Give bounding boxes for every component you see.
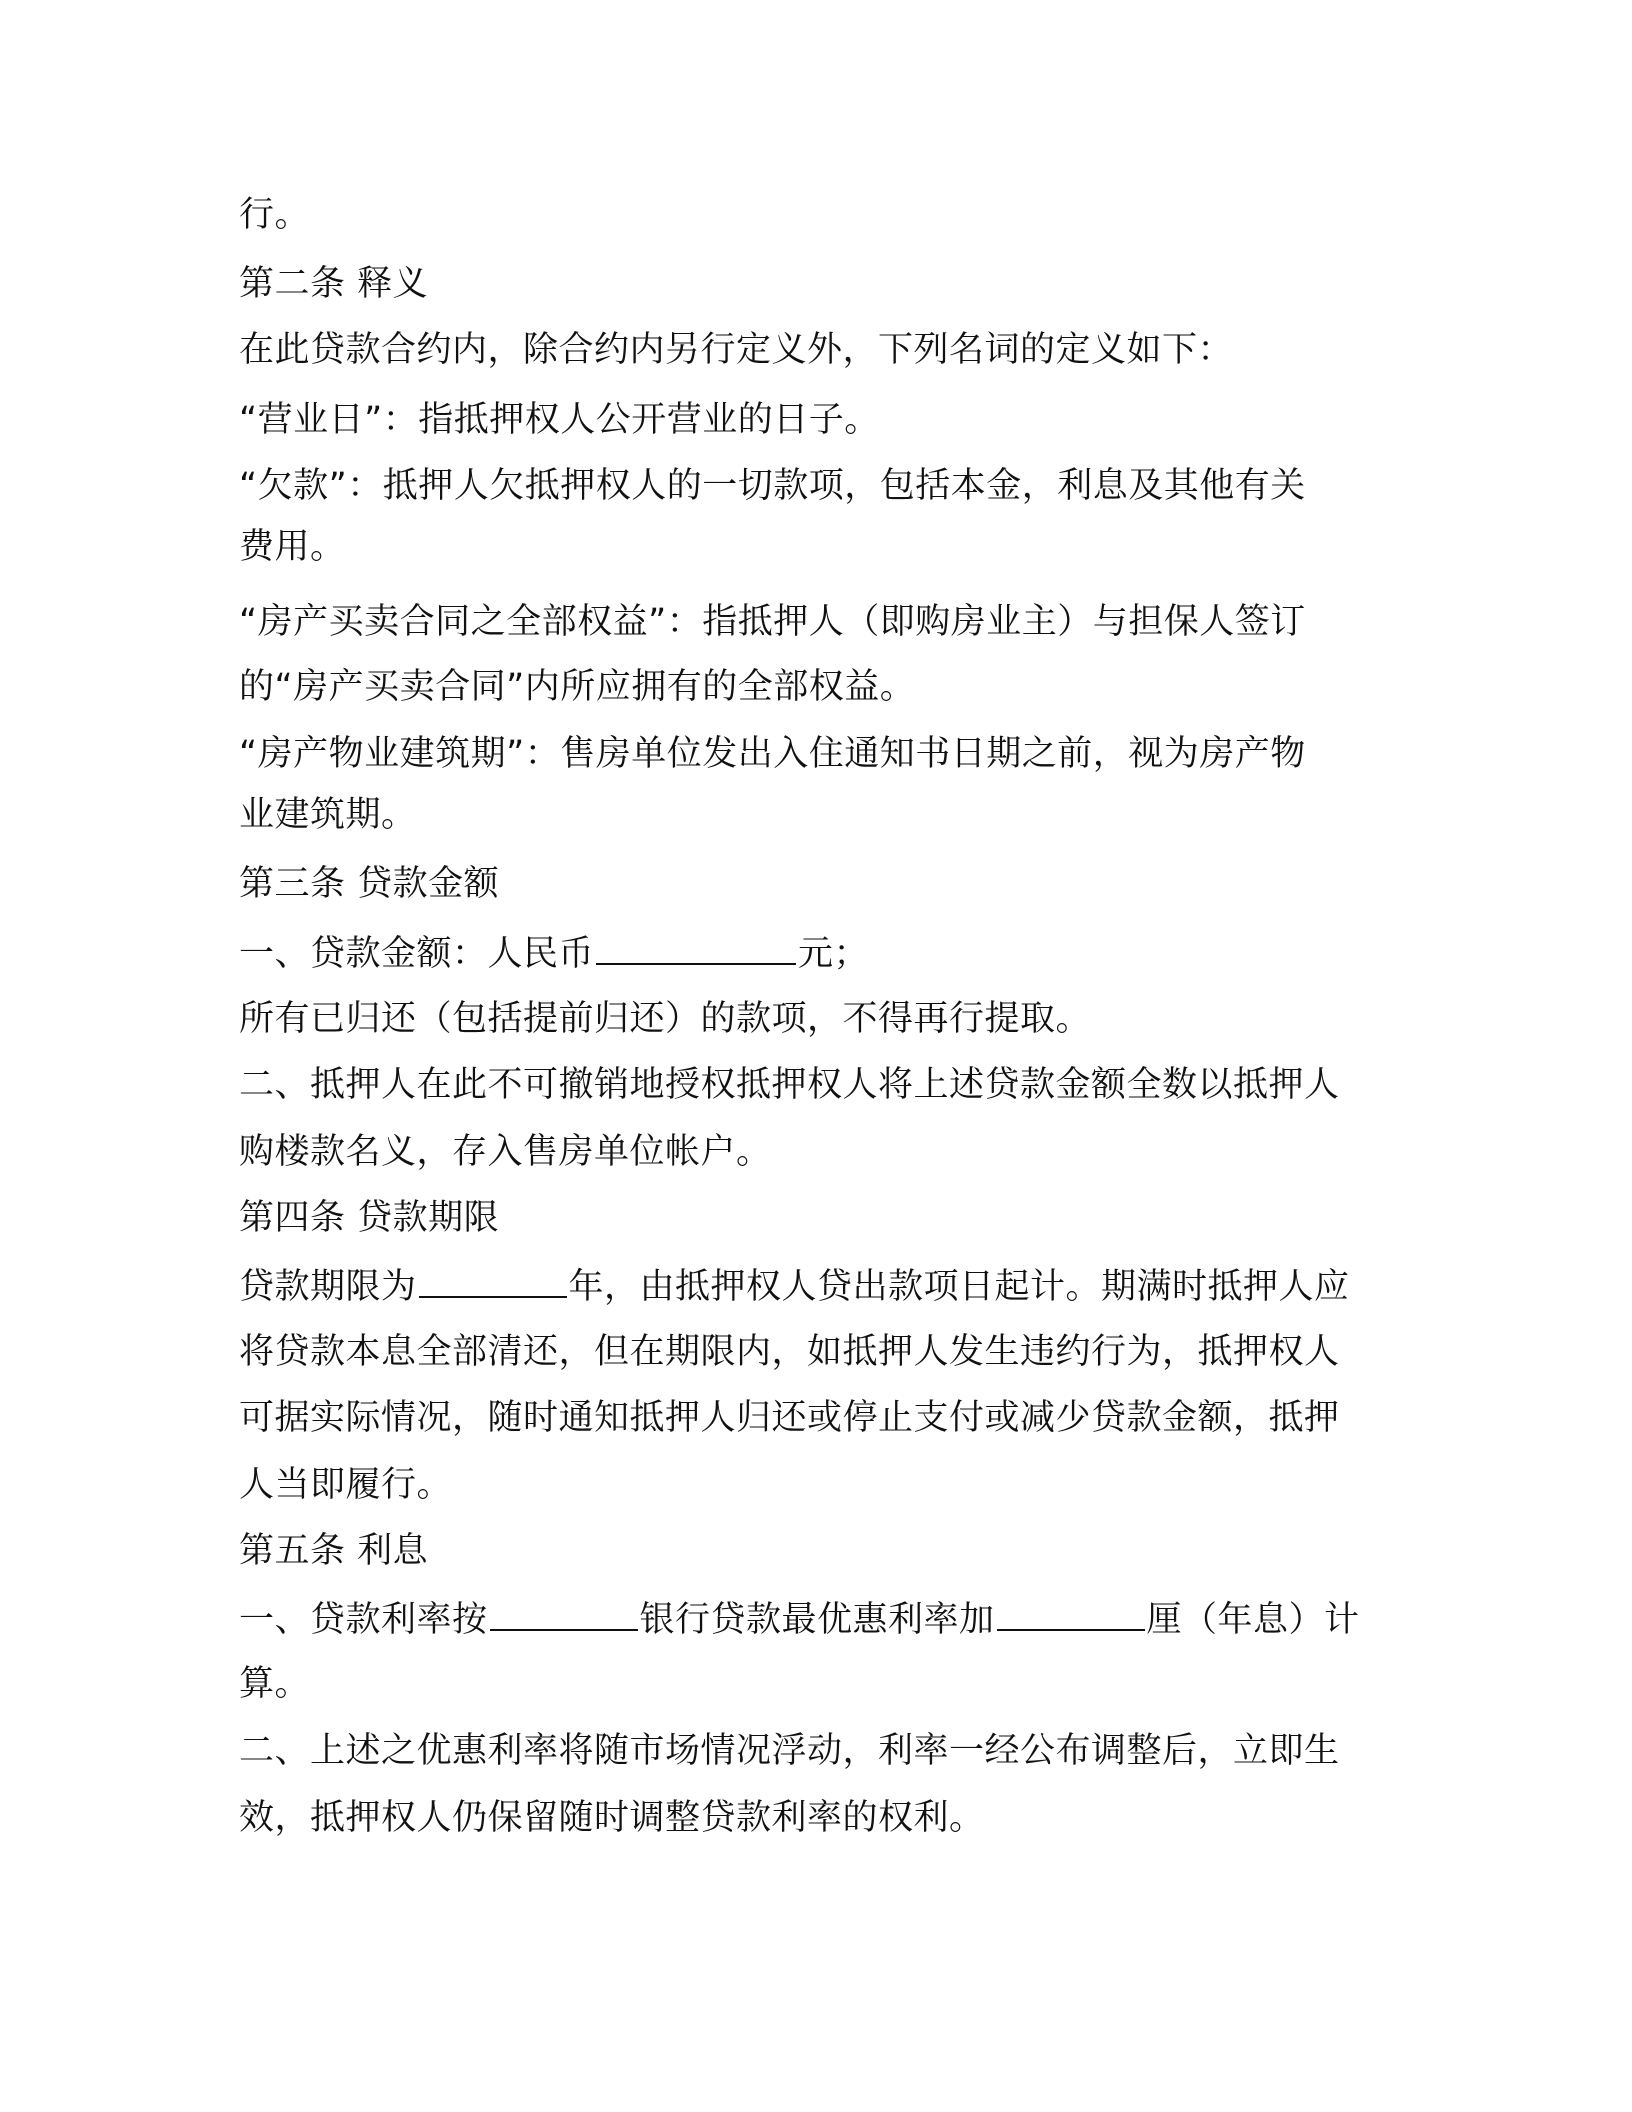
text-line: 人当即履行。 — [239, 1465, 453, 1505]
text-line: 在此贷款合约内，除合约内另行定义外，下列名词的定义如下： — [239, 330, 1234, 370]
text-line: 将贷款本息全部清还，但在期限内，如抵押人发生违约行为，抵押权人 — [239, 1332, 1340, 1372]
loan-term-label: 贷款期限为 — [239, 1267, 417, 1307]
rate-margin-blank[interactable] — [997, 1595, 1145, 1631]
loan-amount-blank[interactable] — [596, 929, 796, 965]
loan-term-line — [239, 1262, 1350, 1308]
definition-arrears: “欠款”：抵押人欠抵押权人的一切款项，包括本金，利息及其他有关 — [239, 466, 1306, 506]
loan-term-text: 年，由抵押权人贷出款项日起计。期满时抵押人应 — [568, 1267, 1350, 1307]
text-line: 二、上述之优惠利率将随市场情况浮动，利率一经公布调整后，立即生 — [239, 1731, 1340, 1771]
loan-amount-line — [239, 929, 869, 975]
text-line: 购楼款名义，存入售房单位帐户。 — [239, 1132, 772, 1172]
article-2-heading: 第二条 释义 — [239, 264, 429, 304]
article-5-heading: 第五条 利息 — [239, 1531, 429, 1571]
text-line: 二、抵押人在此不可撤销地授权抵押权人将上述贷款金额全数以抵押人 — [239, 1065, 1340, 1105]
text-line: 的“房产买卖合同”内所应拥有的全部权益。 — [239, 667, 916, 707]
text-line: 可据实际情况，随时通知抵押人归还或停止支付或减少贷款金额，抵押 — [239, 1398, 1340, 1438]
interest-rate-label: 一、贷款利率按 — [239, 1600, 488, 1640]
text-line: 业建筑期。 — [239, 795, 417, 835]
definition-contract-rights: “房产买卖合同之全部权益”：指抵押人（即购房业主）与担保人签订 — [239, 602, 1306, 642]
loan-amount-unit: 元； — [798, 934, 870, 974]
interest-rate-text: 银行贷款最优惠利率加 — [639, 1600, 995, 1640]
interest-rate-unit: 厘（年息）计 — [1146, 1600, 1360, 1640]
text-line: 算。 — [239, 1664, 311, 1704]
loan-term-blank[interactable] — [419, 1262, 567, 1298]
article-4-heading: 第四条 贷款期限 — [239, 1198, 500, 1238]
text-line: 行。 — [239, 195, 311, 235]
text-line: 费用。 — [239, 527, 346, 567]
bank-name-blank[interactable] — [490, 1595, 638, 1631]
interest-rate-line — [239, 1595, 1360, 1641]
definition-construction-period: “房产物业建筑期”：售房单位发出入住通知书日期之前，视为房产物 — [239, 734, 1306, 774]
text-line: 所有已归还（包括提前归还）的款项，不得再行提取。 — [239, 999, 1092, 1039]
text-line: 效，抵押权人仍保留随时调整贷款利率的权利。 — [239, 1798, 985, 1838]
article-3-heading: 第三条 贷款金额 — [239, 864, 500, 904]
loan-amount-label: 一、贷款金额：人民币 — [239, 934, 595, 974]
definition-business-day: “营业日”：指抵押权人公开营业的日子。 — [239, 400, 880, 440]
